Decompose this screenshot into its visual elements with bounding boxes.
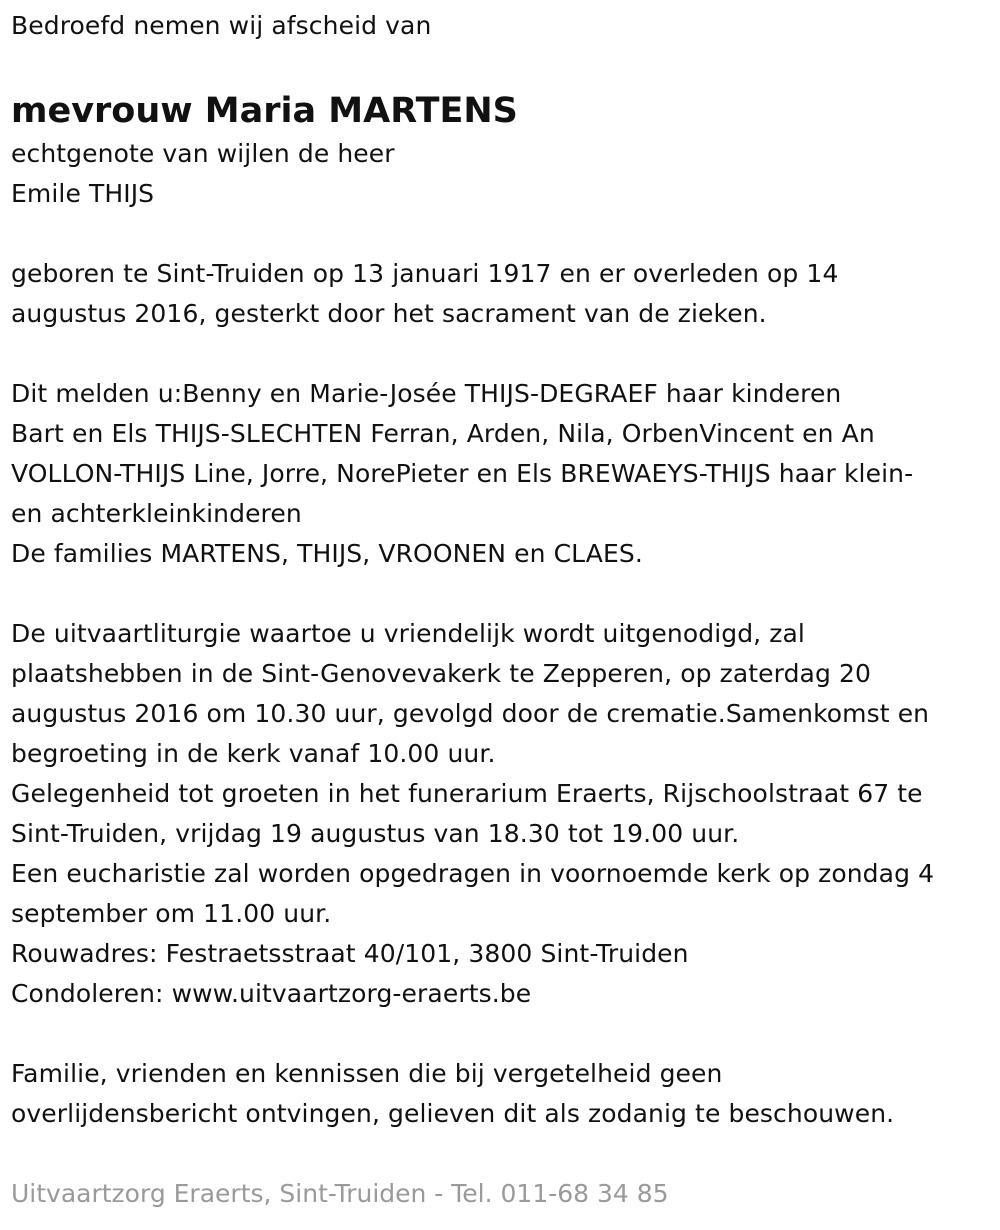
spacer (11, 574, 991, 614)
spacer (11, 1014, 991, 1054)
ceremony-line: Sint-Truiden, vrijdag 19 augustus van 18.30 tot 19.00 uur. (11, 819, 740, 848)
ceremony-line: september om 11.00 uur. (11, 899, 332, 928)
ceremony-line: Een eucharistie zal worden opgedragen in voornoemde kerk op zondag 4 (11, 859, 935, 888)
spacer (11, 46, 991, 86)
deceased-name: mevrouw Maria MARTENS (11, 91, 518, 131)
intro-text: Bedroefd nemen wij afscheid van (11, 11, 432, 40)
family-line: De families MARTENS, THIJS, VROONEN en CLAES. (11, 539, 643, 568)
spacer (11, 334, 991, 374)
birth-death-line: geboren te Sint-Truiden op 13 januari 1917 en er overleden op 14 (11, 259, 839, 288)
ceremony-line: plaatshebben in de Sint-Genovevakerk te Zepperen, op zaterdag 20 (11, 659, 872, 688)
family-line: en achterkleinkinderen (11, 499, 302, 528)
spouse-line: Emile THIJS (11, 179, 155, 208)
spacer (11, 214, 991, 254)
ceremony-line: De uitvaartliturgie waartoe u vriendelijk wordt uitgenodigd, zal (11, 619, 805, 648)
ceremony-line: Gelegenheid tot groeten in het funerarium Eraerts, Rijschoolstraat 67 te (11, 779, 923, 808)
family-line: Bart en Els THIJS-SLECHTEN Ferran, Arden, Nila, OrbenVincent en An (11, 419, 875, 448)
spouse-line: echtgenote van wijlen de heer (11, 139, 395, 168)
mourning-address: Rouwadres: Festraetsstraat 40/101, 3800 Sint-Truiden (11, 939, 689, 968)
obituary-notice (11, 6, 991, 1134)
ceremony-line: begroeting in de kerk vanaf 10.00 uur. (11, 739, 496, 768)
condolence-website: Condoleren: www.uitvaartzorg-eraerts.be (11, 979, 532, 1008)
closing-line: overlijdensbericht ontvingen, gelieven dit als zodanig te beschouwen. (11, 1099, 895, 1128)
funeral-home-footer: Uitvaartzorg Eraerts, Sint-Truiden - Tel. 011-68 34 85 (11, 1179, 669, 1208)
ceremony-line: augustus 2016 om 10.30 uur, gevolgd door de crematie.Samenkomst en (11, 699, 930, 728)
closing-line: Familie, vrienden en kennissen die bij vergetelheid geen (11, 1059, 723, 1088)
family-line: Dit melden u:Benny en Marie-Josée THIJS-DEGRAEF haar kinderen (11, 379, 842, 408)
birth-death-line: augustus 2016, gesterkt door het sacrament van de zieken. (11, 299, 767, 328)
family-line: VOLLON-THIJS Line, Jorre, NorePieter en Els BREWAEYS-THIJS haar klein- (11, 459, 914, 488)
